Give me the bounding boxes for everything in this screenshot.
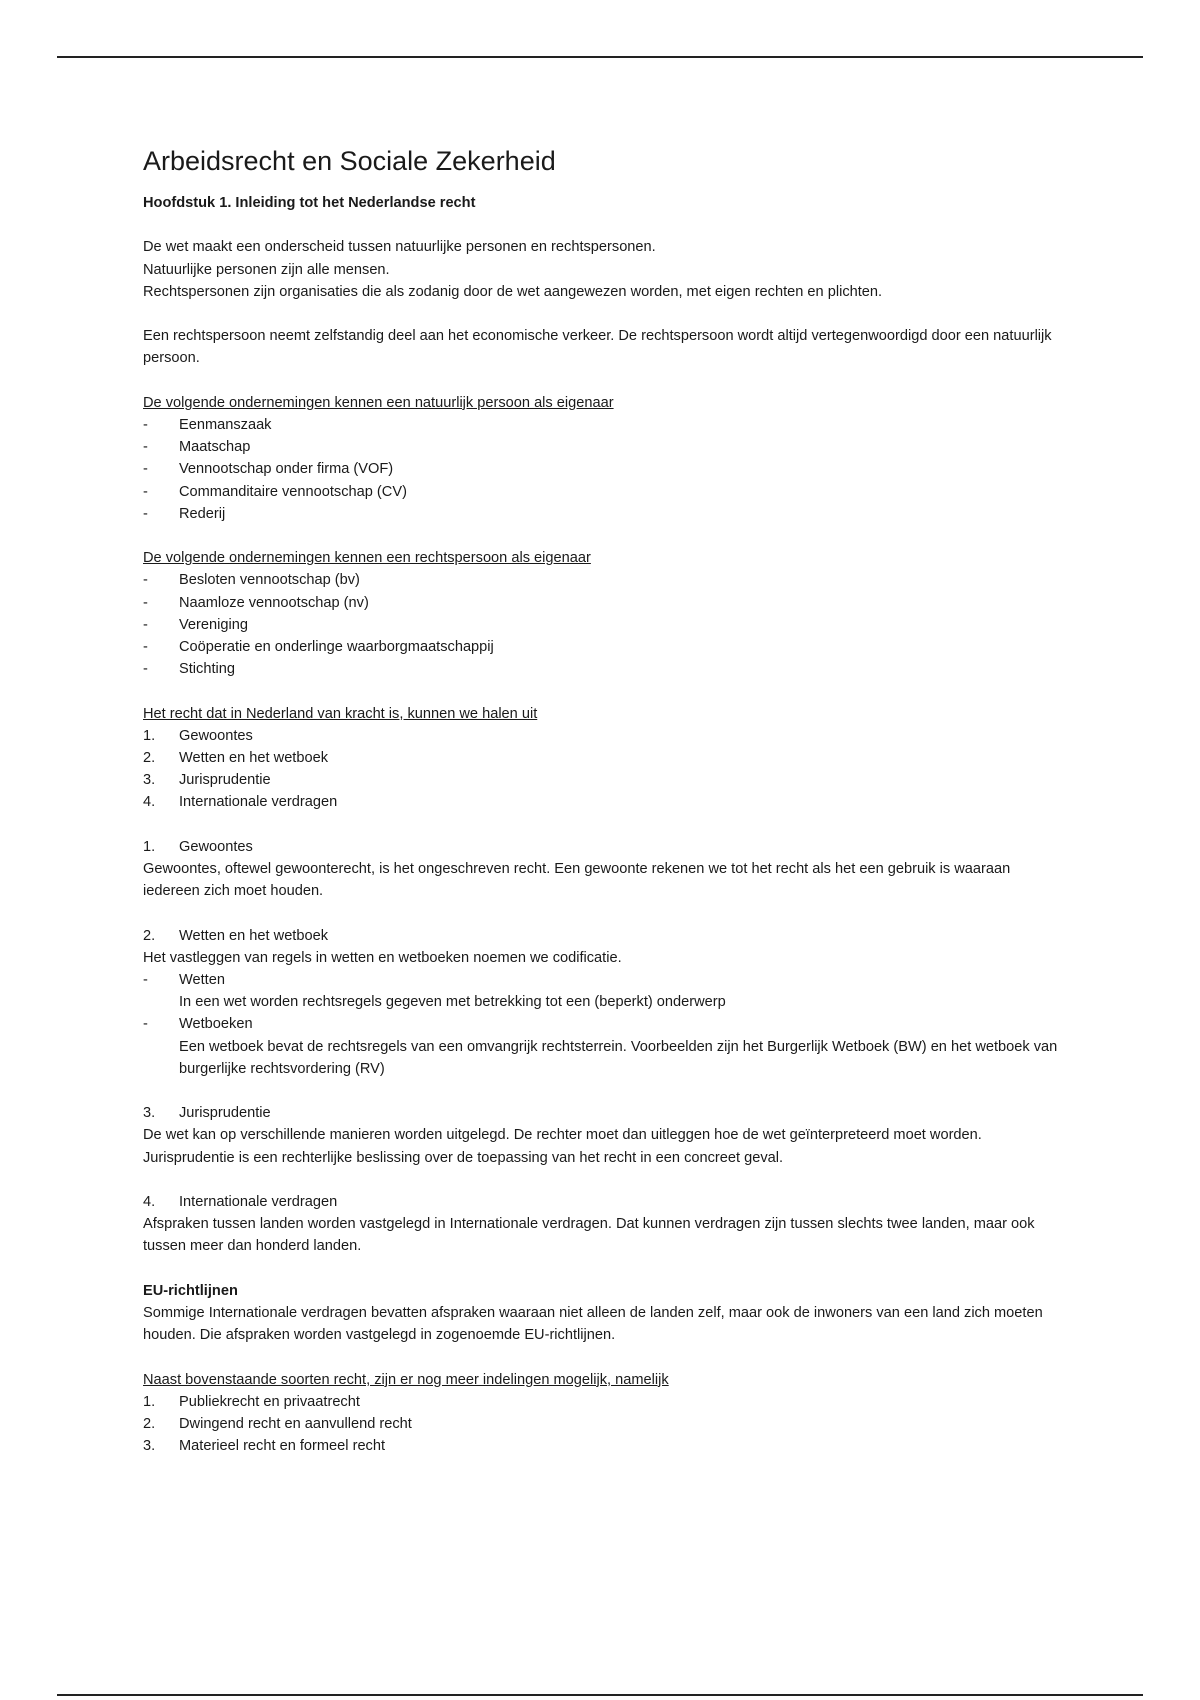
- list-item: - Maatschap: [143, 439, 251, 456]
- list-item: - Rederij: [143, 505, 226, 522]
- intro-line: Natuurlijke personen zijn alle mensen.: [143, 261, 390, 278]
- bronnen-list: [143, 725, 1063, 814]
- list-item: - Wetten: [143, 972, 225, 988]
- list-item: - Vereniging: [143, 616, 248, 633]
- document-title: Arbeidsrecht en Sociale Zekerheid: [143, 146, 556, 176]
- list-item: - Vennootschap onder firma (VOF): [143, 461, 394, 478]
- section-heading-jurisprudentie: 3. Jurisprudentie: [143, 1105, 271, 1122]
- section-heading-wetten: 2. Wetten en het wetboek: [143, 927, 329, 944]
- section-text-jurisprudentie: De wet kan op verschillende manieren worden uitgelegd. De rechter moet dan uitleggen hoe de wet geïnterpreteerd moet worden. Jurisprudentie is een rechterlijke beslissing over de toepassing van het recht in een concreet geval.: [143, 1127, 982, 1166]
- list-item: 3. Materieel recht en formeel recht: [143, 1438, 386, 1455]
- rechtspersoon-paragraph: Een rechtspersoon neemt zelfstandig deel aan het economische verkeer. De rechtspersoon wordt altijd vertegenwoordigd door een natuurlijk persoon.: [143, 328, 1052, 367]
- list-item: 2. Dwingend recht en aanvullend recht: [143, 1416, 412, 1432]
- list-item: 1. Gewoontes: [143, 727, 253, 744]
- section-heading-gewoontes: 1. Gewoontes: [143, 838, 253, 855]
- list-item: - Stichting: [143, 661, 235, 678]
- bronnen-list-heading: Het recht dat in Nederland van kracht is, kunnen we halen uit: [143, 705, 538, 722]
- intro-line: Rechtspersonen zijn organisaties die als zodanig door de wet aangewezen worden, met eigen rechten en plichten.: [143, 283, 883, 300]
- document-body: [143, 144, 1063, 1457]
- eu-heading: EU-richtlijnen: [143, 1282, 238, 1299]
- list-item: 4. Internationale verdragen: [143, 794, 338, 811]
- section-heading-verdragen: 4. Internationale verdragen: [143, 1194, 338, 1210]
- footer-rule: [57, 1694, 1143, 1696]
- section-text-wetten: Het vastleggen van regels in wetten en wetboeken noemen we codificatie.: [143, 949, 622, 966]
- list-item: - Commanditaire vennootschap (CV): [143, 483, 407, 500]
- intro-line: De wet maakt een onderscheid tussen natuurlijke personen en rechtspersonen.: [143, 239, 656, 256]
- section-text-gewoontes: Gewoontes, oftewel gewoonterecht, is het ongeschreven recht. Een gewoonte rekenen we tot het recht als het een gebruik is waaraan iedereen zich moet houden.: [143, 861, 1011, 900]
- rechtspersoon-list-heading: De volgende ondernemingen kennen een rechtspersoon als eigenaar: [143, 550, 591, 567]
- rechtspersoon-list: [143, 569, 1063, 680]
- list-item-description: Een wetboek bevat de rechtsregels van een omvangrijk rechtsterrein. Voorbeelden zijn het Burgerlijk Wetboek (BW) en het wetboek van burgerlijke rechtsvordering (RV): [179, 1038, 1058, 1077]
- list-item: - Wetboeken: [143, 1016, 253, 1033]
- natuurlijk-list: [143, 414, 1063, 525]
- indelingen-list-heading: Naast bovenstaande soorten recht, zijn er nog meer indelingen mogelijk, namelijk: [143, 1371, 669, 1388]
- indelingen-list: [143, 1391, 1063, 1458]
- list-item: - Naamloze vennootschap (nv): [143, 594, 369, 611]
- header-rule: [57, 56, 1143, 58]
- list-item: 2. Wetten en het wetboek: [143, 750, 329, 766]
- list-item: 3. Jurisprudentie: [143, 772, 271, 789]
- natuurlijk-list-heading: De volgende ondernemingen kennen een natuurlijk persoon als eigenaar: [143, 394, 614, 411]
- section-text-verdragen: Afspraken tussen landen worden vastgelegd in Internationale verdragen. Dat kunnen verdragen zijn tussen slechts twee landen, maar ook tussen meer dan honderd landen.: [143, 1216, 1035, 1255]
- list-item-description: In een wet worden rechtsregels gegeven met betrekking tot een (beperkt) onderwerp: [179, 994, 726, 1011]
- list-item: 1. Publiekrecht en privaatrecht: [143, 1393, 360, 1410]
- list-item: - Besloten vennootschap (bv): [143, 572, 360, 589]
- eu-text: Sommige Internationale verdragen bevatten afspraken waaraan niet alleen de landen zelf, maar ook de inwoners van een land zich moeten houden. Die afspraken worden vastgelegd in zogenoemde EU-richtlijnen.: [143, 1305, 1043, 1344]
- list-item: - Eenmanszaak: [143, 416, 272, 433]
- chapter-heading: Hoofdstuk 1. Inleiding tot het Nederlandse recht: [143, 195, 476, 211]
- list-item: - Coöperatie en onderlinge waarborgmaatschappij: [143, 639, 494, 655]
